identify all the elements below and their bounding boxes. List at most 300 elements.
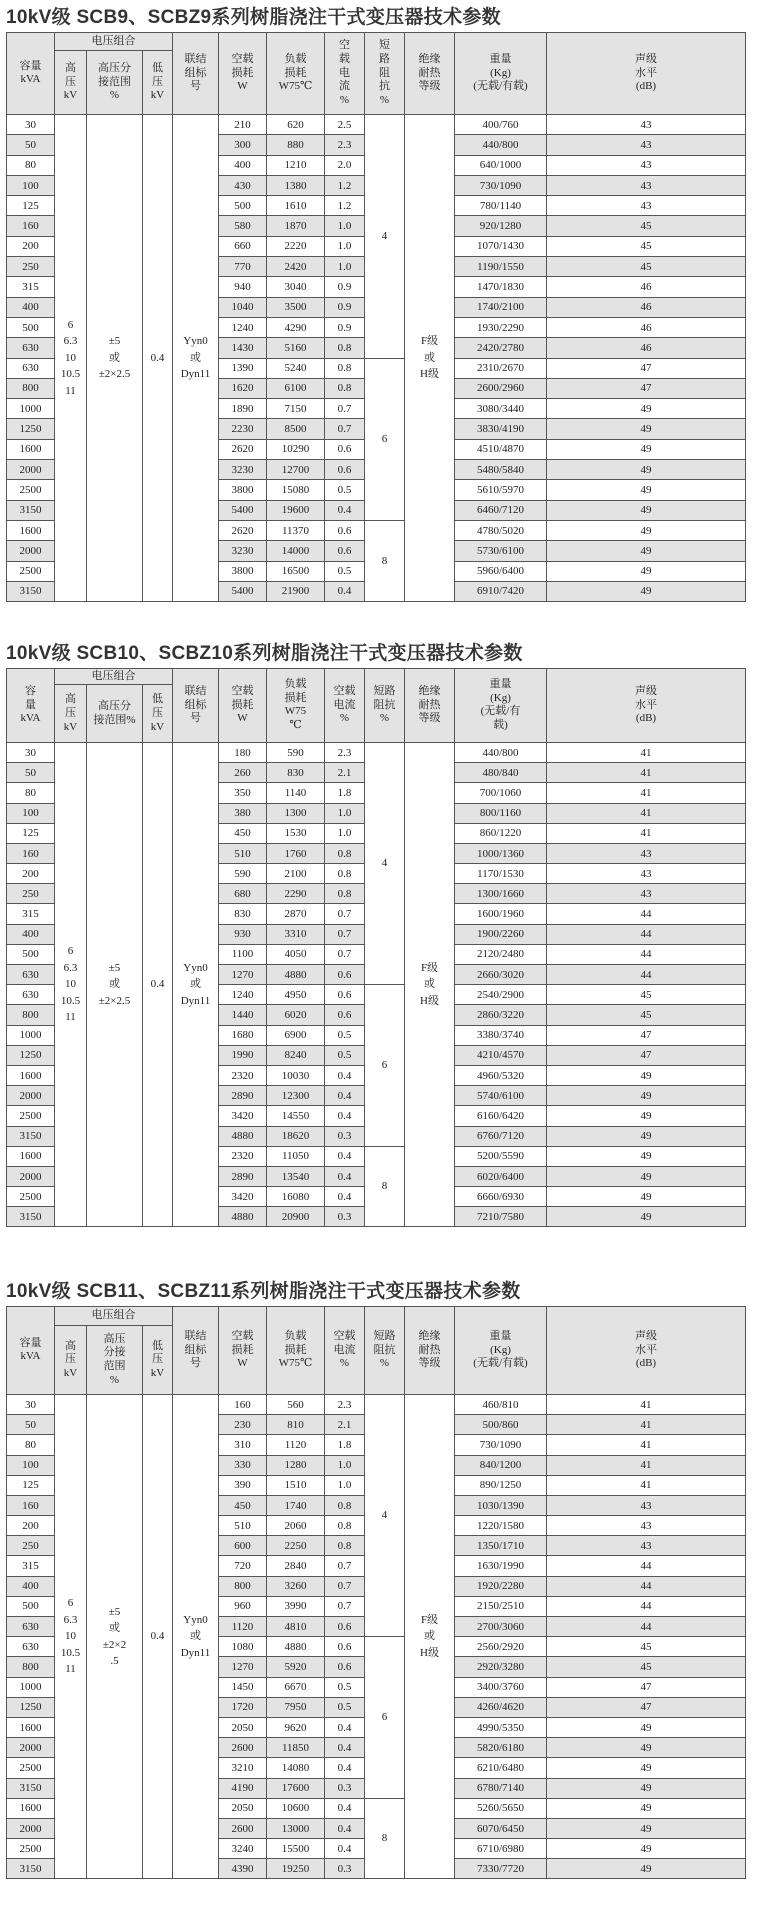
cell-noload-loss: 1040: [219, 297, 267, 317]
cell-noload-current: 0.8: [325, 1495, 365, 1515]
cell-noise: 44: [547, 924, 746, 944]
text-line: 短路: [373, 684, 396, 697]
cell-capacity: 400: [7, 924, 55, 944]
text-line: 声级: [635, 684, 657, 697]
text-line: 损耗: [231, 66, 254, 79]
cell-weight: 2700/3060: [455, 1617, 547, 1637]
text-line: 压: [152, 706, 163, 719]
cell-noload-loss: 580: [219, 216, 267, 236]
cell-noload-current: 0.6: [325, 460, 365, 480]
cell-capacity: 3150: [7, 581, 55, 601]
cell-weight: 4260/4620: [455, 1697, 547, 1717]
text-line: kV: [63, 720, 78, 733]
cell-noload-current: 0.9: [325, 297, 365, 317]
cell-noload-loss: 2890: [219, 1086, 267, 1106]
cell-insulation: [405, 114, 455, 601]
cell-noload-current: 0.8: [325, 1536, 365, 1556]
text-line: 10.5: [60, 994, 81, 1007]
text-line: 负载: [284, 1329, 307, 1342]
spec-section-scb10: [6, 640, 746, 1227]
header-capacity: [7, 1307, 55, 1395]
cell-capacity: 2000: [7, 1166, 55, 1186]
text-line: %: [379, 712, 390, 725]
cell-weight: 4990/5350: [455, 1717, 547, 1737]
cell-capacity: 1600: [7, 520, 55, 540]
header-noload-loss: [219, 669, 267, 743]
cell-capacity: 2500: [7, 1106, 55, 1126]
cell-capacity: 125: [7, 823, 55, 843]
text-line: 10.5: [60, 368, 81, 381]
cell-noise: 45: [547, 1005, 746, 1025]
text-line: 电: [339, 66, 350, 79]
cell-noload-loss: 600: [219, 1536, 267, 1556]
header-voltage-group: 电压组合: [55, 669, 173, 685]
cell-noload-current: 0.8: [325, 378, 365, 398]
cell-noload-current: 0.7: [325, 1596, 365, 1616]
text-line: 6.3: [63, 335, 78, 348]
text-line: 量: [25, 698, 36, 711]
cell-weight: 1740/2100: [455, 297, 547, 317]
header-noise: [547, 1307, 746, 1395]
cell-weight: 5740/6100: [455, 1086, 547, 1106]
text-line: (Kg): [490, 1343, 511, 1356]
cell-noload-current: 0.4: [325, 581, 365, 601]
header-load-loss: [267, 1307, 325, 1395]
cell-load-loss: 1610: [267, 196, 325, 216]
header-tap: [87, 51, 143, 115]
cell-tap: [87, 1394, 143, 1879]
cell-weight: 7330/7720: [455, 1859, 547, 1879]
text-line: kV: [63, 89, 78, 102]
header-hv: [55, 1326, 87, 1395]
cell-capacity: 2000: [7, 460, 55, 480]
text-line: 组标: [184, 698, 207, 711]
text-line: 负载: [284, 52, 307, 65]
text-line: 负载: [284, 677, 307, 690]
text-line: 高: [65, 693, 76, 705]
cell-capacity: 30: [7, 114, 55, 134]
text-line: ±5: [108, 1605, 121, 1618]
cell-noload-loss: 390: [219, 1475, 267, 1495]
header-tap: [87, 685, 143, 743]
cell-noise: 46: [547, 297, 746, 317]
cell-weight: 6760/7120: [455, 1126, 547, 1146]
cell-noload-loss: 3420: [219, 1187, 267, 1207]
header-hv: [55, 685, 87, 743]
cell-noload-current: 2.1: [325, 1415, 365, 1435]
cell-load-loss: 19600: [267, 500, 325, 520]
header-noise: [547, 669, 746, 743]
cell-noise: 44: [547, 1617, 746, 1637]
cell-capacity: 1250: [7, 1045, 55, 1065]
text-line: kV: [150, 89, 165, 102]
cell-weight: 640/1000: [455, 155, 547, 175]
cell-noload-loss: 2320: [219, 1065, 267, 1085]
text-line: 空载: [333, 1329, 356, 1342]
cell-weight: 6660/6930: [455, 1187, 547, 1207]
cell-weight: 890/1250: [455, 1475, 547, 1495]
cell-impedance: 8: [365, 520, 405, 601]
cell-noload-current: 2.3: [325, 135, 365, 155]
cell-tap: [87, 114, 143, 601]
cell-noload-loss: 770: [219, 257, 267, 277]
cell-weight: 6780/7140: [455, 1778, 547, 1798]
text-line: Yyn0: [183, 335, 208, 348]
cell-noload-current: 2.1: [325, 763, 365, 783]
cell-noise: 47: [547, 1677, 746, 1697]
text-line: 高压分: [98, 61, 131, 74]
cell-noload-loss: 430: [219, 175, 267, 195]
cell-capacity: 315: [7, 277, 55, 297]
cell-noload-loss: 1430: [219, 338, 267, 358]
cell-load-loss: 17600: [267, 1778, 325, 1798]
cell-noload-loss: 3210: [219, 1758, 267, 1778]
cell-weight: 6910/7420: [455, 581, 547, 601]
header-capacity: [7, 669, 55, 743]
cell-noload-current: 0.4: [325, 1086, 365, 1106]
cell-noload-loss: 930: [219, 924, 267, 944]
cell-capacity: 630: [7, 985, 55, 1005]
text-line: 联结: [184, 684, 207, 697]
text-line: 11: [65, 1663, 76, 1676]
text-line: 水平: [635, 698, 657, 711]
cell-noload-current: 0.6: [325, 1617, 365, 1637]
header-insulation: [405, 33, 455, 115]
cell-noise: 43: [547, 1536, 746, 1556]
cell-noload-loss: 1450: [219, 1677, 267, 1697]
cell-vector: [173, 742, 219, 1227]
spec-section-scb9: [6, 4, 746, 602]
text-line: 10.5: [60, 1646, 81, 1659]
cell-noload-loss: 1240: [219, 985, 267, 1005]
cell-noload-loss: 230: [219, 1415, 267, 1435]
cell-insulation: [405, 742, 455, 1227]
cell-noload-loss: 2620: [219, 439, 267, 459]
cell-load-loss: 1760: [267, 843, 325, 863]
cell-capacity: 30: [7, 1394, 55, 1414]
text-line: 0.4: [150, 978, 165, 991]
text-line: 压: [152, 75, 163, 88]
header-insulation: [405, 1307, 455, 1395]
header-vector: [173, 1307, 219, 1395]
cell-capacity: 2000: [7, 1738, 55, 1758]
cell-noise: 45: [547, 236, 746, 256]
header-impedance: [365, 1307, 405, 1395]
cell-capacity: 30: [7, 742, 55, 762]
cell-load-loss: 590: [267, 742, 325, 762]
header-load-loss: [267, 33, 325, 115]
cell-weight: 3380/3740: [455, 1025, 547, 1045]
cell-load-loss: 14000: [267, 541, 325, 561]
cell-noload-loss: 800: [219, 1576, 267, 1596]
cell-noload-current: 0.5: [325, 1045, 365, 1065]
cell-noload-loss: 3240: [219, 1839, 267, 1859]
text-line: 或: [109, 351, 120, 364]
cell-noload-current: 0.7: [325, 904, 365, 924]
cell-noload-current: 0.3: [325, 1778, 365, 1798]
cell-noload-loss: 4190: [219, 1778, 267, 1798]
cell-weight: 920/1280: [455, 216, 547, 236]
cell-load-loss: 6020: [267, 1005, 325, 1025]
cell-load-loss: 1210: [267, 155, 325, 175]
cell-noise: 44: [547, 1556, 746, 1576]
cell-weight: 1350/1710: [455, 1536, 547, 1556]
table-row: [7, 114, 746, 134]
cell-noload-current: 0.6: [325, 965, 365, 985]
text-line: 低: [152, 693, 163, 705]
header-weight: [455, 669, 547, 743]
text-line: (Kg): [490, 691, 511, 704]
cell-noload-current: 0.9: [325, 317, 365, 337]
text-line: 阻: [379, 66, 390, 79]
cell-noload-current: 0.6: [325, 985, 365, 1005]
cell-noload-current: 0.7: [325, 944, 365, 964]
text-line: 接范围: [98, 75, 131, 88]
cell-noload-loss: 1100: [219, 944, 267, 964]
cell-capacity: 200: [7, 1516, 55, 1536]
cell-capacity: 160: [7, 216, 55, 236]
header-row: [7, 669, 746, 685]
cell-weight: 2860/3220: [455, 1005, 547, 1025]
header-impedance: [365, 669, 405, 743]
cell-weight: 6070/6450: [455, 1818, 547, 1838]
cell-noload-current: 2.0: [325, 155, 365, 175]
cell-noise: 45: [547, 1637, 746, 1657]
cell-weight: 2310/2670: [455, 358, 547, 378]
cell-capacity: 3150: [7, 500, 55, 520]
cell-noload-current: 1.0: [325, 823, 365, 843]
text-line: 低: [152, 61, 163, 74]
cell-capacity: 3150: [7, 1126, 55, 1146]
cell-load-loss: 21900: [267, 581, 325, 601]
text-line: kVA: [20, 73, 41, 86]
cell-weight: 700/1060: [455, 783, 547, 803]
spec-table: [6, 668, 746, 1227]
cell-noise: 49: [547, 500, 746, 520]
cell-noise: 41: [547, 1415, 746, 1435]
cell-noise: 41: [547, 763, 746, 783]
cell-capacity: 1250: [7, 1697, 55, 1717]
cell-load-loss: 11370: [267, 520, 325, 540]
cell-noload-current: 1.0: [325, 236, 365, 256]
text-line: 接范围%: [93, 713, 136, 726]
cell-lv: [143, 742, 173, 1227]
cell-capacity: 2000: [7, 1086, 55, 1106]
cell-weight: 4780/5020: [455, 520, 547, 540]
text-line: 耐热: [418, 1343, 441, 1356]
cell-weight: 1070/1430: [455, 236, 547, 256]
cell-load-loss: 10030: [267, 1065, 325, 1085]
cell-noload-current: 0.4: [325, 1187, 365, 1207]
cell-weight: 1470/1830: [455, 277, 547, 297]
cell-noise: 47: [547, 1025, 746, 1045]
header-vector: [173, 669, 219, 743]
cell-noload-current: 0.4: [325, 1798, 365, 1818]
cell-capacity: 80: [7, 155, 55, 175]
cell-weight: 400/760: [455, 114, 547, 134]
cell-load-loss: 15080: [267, 480, 325, 500]
cell-noise: 49: [547, 1818, 746, 1838]
cell-load-loss: 3310: [267, 924, 325, 944]
cell-load-loss: 20900: [267, 1207, 325, 1227]
cell-noise: 41: [547, 1475, 746, 1495]
cell-capacity: 2500: [7, 1187, 55, 1207]
text-line: H级: [420, 994, 439, 1007]
header-noload-loss: [219, 33, 267, 115]
cell-noise: 49: [547, 1146, 746, 1166]
text-line: 损耗: [231, 1343, 254, 1356]
cell-noload-loss: 400: [219, 155, 267, 175]
cell-weight: 500/860: [455, 1415, 547, 1435]
text-line: W: [237, 80, 248, 93]
cell-noise: 43: [547, 864, 746, 884]
text-line: H级: [420, 1646, 439, 1659]
cell-load-loss: 15500: [267, 1839, 325, 1859]
cell-noload-current: 0.5: [325, 480, 365, 500]
cell-load-loss: 19250: [267, 1859, 325, 1879]
cell-capacity: 2500: [7, 1758, 55, 1778]
cell-load-loss: 8240: [267, 1045, 325, 1065]
text-line: 流: [339, 80, 350, 93]
text-line: ±5: [108, 335, 121, 348]
cell-capacity: 1600: [7, 1146, 55, 1166]
cell-noload-current: 0.6: [325, 520, 365, 540]
cell-weight: 4510/4870: [455, 439, 547, 459]
cell-noload-loss: 1390: [219, 358, 267, 378]
cell-noload-loss: 510: [219, 843, 267, 863]
table-row: [7, 1394, 746, 1414]
cell-noise: 49: [547, 1086, 746, 1106]
cell-weight: 1170/1530: [455, 864, 547, 884]
header-impedance: [365, 33, 405, 115]
cell-noise: 46: [547, 338, 746, 358]
text-line: 等级: [418, 80, 441, 93]
text-line: 6: [67, 318, 74, 331]
cell-noload-current: 0.7: [325, 419, 365, 439]
cell-vector: [173, 1394, 219, 1879]
cell-capacity: 800: [7, 1005, 55, 1025]
cell-capacity: 160: [7, 1495, 55, 1515]
cell-weight: 3400/3760: [455, 1677, 547, 1697]
cell-weight: 840/1200: [455, 1455, 547, 1475]
cell-weight: 2920/3280: [455, 1657, 547, 1677]
cell-noise: 41: [547, 803, 746, 823]
cell-weight: 2420/2780: [455, 338, 547, 358]
cell-load-loss: 2100: [267, 864, 325, 884]
header-insulation: [405, 669, 455, 743]
cell-noload-current: 0.8: [325, 1516, 365, 1536]
text-line: %: [379, 94, 390, 107]
cell-weight: 5820/6180: [455, 1738, 547, 1758]
header-lv: [143, 1326, 173, 1395]
cell-noload-current: 0.6: [325, 1005, 365, 1025]
cell-noload-current: 0.8: [325, 864, 365, 884]
cell-capacity: 200: [7, 236, 55, 256]
text-line: (无载/有: [480, 705, 521, 718]
cell-capacity: 500: [7, 1596, 55, 1616]
cell-noise: 49: [547, 520, 746, 540]
text-line: 6.3: [63, 961, 78, 974]
cell-load-loss: 13540: [267, 1166, 325, 1186]
cell-noload-loss: 720: [219, 1556, 267, 1576]
cell-noload-current: 0.4: [325, 1166, 365, 1186]
text-line: 11: [65, 1011, 76, 1024]
cell-weight: 800/1160: [455, 803, 547, 823]
cell-weight: 1900/2260: [455, 924, 547, 944]
cell-noload-loss: 3420: [219, 1106, 267, 1126]
cell-noload-current: 1.0: [325, 1475, 365, 1495]
cell-noise: 46: [547, 317, 746, 337]
cell-lv: [143, 114, 173, 601]
cell-noload-current: 1.2: [325, 175, 365, 195]
cell-weight: 2120/2480: [455, 944, 547, 964]
cell-weight: 7210/7580: [455, 1207, 547, 1227]
spec-table: [6, 32, 746, 602]
text-line: 绝缘: [418, 1329, 441, 1342]
text-line: Dyn11: [180, 994, 211, 1007]
text-line: kVA: [20, 1350, 41, 1363]
cell-capacity: 2000: [7, 1818, 55, 1838]
cell-impedance: 6: [365, 358, 405, 520]
cell-capacity: 50: [7, 135, 55, 155]
cell-noise: 49: [547, 541, 746, 561]
cell-capacity: 2500: [7, 480, 55, 500]
cell-load-loss: 18620: [267, 1126, 325, 1146]
spec-table: [6, 1306, 746, 1879]
cell-noload-loss: 4390: [219, 1859, 267, 1879]
text-line: %: [339, 1357, 350, 1370]
text-line: 或: [190, 351, 201, 364]
cell-capacity: 500: [7, 317, 55, 337]
text-line: 或: [190, 978, 201, 991]
cell-noise: 49: [547, 1839, 746, 1859]
cell-noise: 41: [547, 742, 746, 762]
cell-load-loss: 1870: [267, 216, 325, 236]
header-weight: [455, 33, 547, 115]
cell-load-loss: 2290: [267, 884, 325, 904]
cell-noise: 47: [547, 1045, 746, 1065]
cell-capacity: 800: [7, 1657, 55, 1677]
cell-noise: 43: [547, 114, 746, 134]
cell-capacity: 250: [7, 1536, 55, 1556]
cell-noise: 45: [547, 1657, 746, 1677]
cell-noload-loss: 160: [219, 1394, 267, 1414]
text-line: 高压分: [98, 699, 131, 712]
text-line: 10: [65, 978, 76, 991]
cell-weight: 2600/2960: [455, 378, 547, 398]
cell-load-loss: 2060: [267, 1516, 325, 1536]
spec-section-scb11: [6, 1278, 746, 1879]
cell-noise: 49: [547, 1166, 746, 1186]
cell-capacity: 1000: [7, 1677, 55, 1697]
cell-noload-current: 0.4: [325, 1146, 365, 1166]
cell-noload-loss: 1680: [219, 1025, 267, 1045]
cell-weight: 1630/1990: [455, 1556, 547, 1576]
text-line: (dB): [635, 1357, 657, 1370]
cell-hv: [55, 114, 87, 601]
cell-noload-current: 0.5: [325, 1677, 365, 1697]
cell-noload-current: 0.8: [325, 843, 365, 863]
cell-load-loss: 12300: [267, 1086, 325, 1106]
text-line: .5: [110, 1655, 119, 1668]
cell-weight: 440/800: [455, 135, 547, 155]
cell-capacity: 125: [7, 1475, 55, 1495]
text-line: 等级: [418, 712, 441, 725]
cell-noload-current: 0.9: [325, 277, 365, 297]
cell-load-loss: 1120: [267, 1435, 325, 1455]
table-row: [7, 742, 746, 762]
cell-noload-loss: 180: [219, 742, 267, 762]
